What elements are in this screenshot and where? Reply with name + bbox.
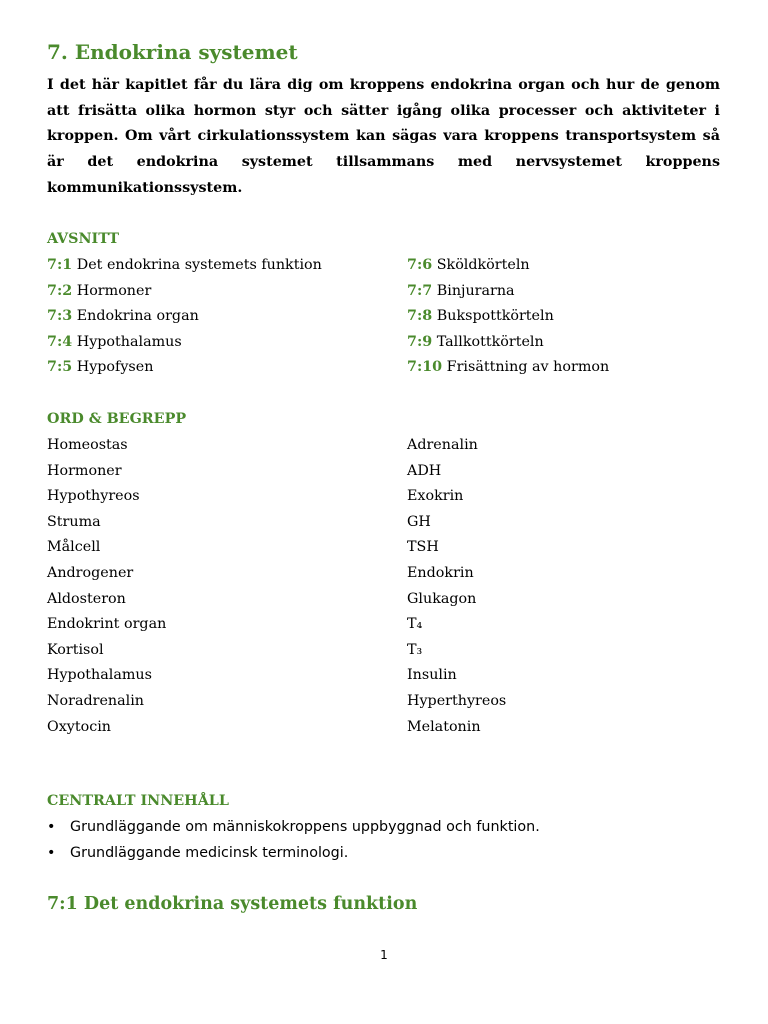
section-item: [407, 355, 609, 381]
term-item: Noradrenalin: [47, 692, 145, 709]
term-item: Adrenalin: [407, 437, 478, 453]
sections-list-left: [47, 253, 322, 381]
section-label: Binjurarna: [436, 282, 515, 299]
section-number: 7:6: [407, 257, 433, 273]
page-number: 1: [380, 948, 388, 962]
list-item: [47, 815, 540, 841]
section-item: [407, 253, 609, 279]
terms-heading: ORD & BEGREPP: [47, 411, 187, 427]
section-label: Sköldkörteln: [436, 257, 530, 273]
section-item: [47, 355, 322, 381]
term-item: GH: [407, 513, 431, 530]
list-item: [47, 841, 540, 867]
term-item: Hyperthyreos: [407, 692, 507, 709]
term-item: Homeostas: [47, 437, 128, 453]
term-item: Struma: [47, 513, 101, 530]
central-content-list: [47, 815, 540, 866]
term-item: Glukagon: [407, 590, 477, 607]
chapter-title: 7. Endokrina systemet: [47, 40, 298, 64]
section-item: [47, 279, 322, 305]
section-label: Hormoner: [76, 282, 152, 299]
term-item: Androgener: [47, 564, 134, 581]
section-number: 7:5: [47, 359, 73, 376]
sections-heading: AVSNITT: [47, 231, 119, 247]
section-number: 7:3: [47, 308, 73, 325]
list-item-text: Grundläggande medicinsk terminologi.: [70, 844, 349, 861]
bullet-icon: •: [47, 819, 56, 835]
section-label: Hypofysen: [76, 359, 154, 376]
section-item: [407, 304, 609, 330]
term-item: Endokrin: [407, 564, 474, 581]
section-label: Det endokrina systemets funktion: [76, 257, 322, 273]
section-label: Endokrina organ: [76, 308, 199, 325]
term-item: ADH: [407, 462, 442, 479]
term-item: T₃: [407, 641, 423, 658]
section-number: 7:9: [407, 333, 433, 350]
section-number: 7:7: [407, 282, 433, 299]
section-label: Hypothalamus: [76, 333, 182, 350]
term-item: Aldosteron: [47, 590, 126, 607]
section-item: [407, 330, 609, 356]
section-heading: 7:1 Det endokrina systemets funktion: [47, 894, 418, 914]
term-item: Melatonin: [407, 718, 481, 735]
section-item: [47, 330, 322, 356]
section-label: Tallkottkörteln: [436, 333, 544, 350]
term-item: Hypothyreos: [47, 488, 140, 505]
section-label: Bukspottkörteln: [436, 308, 554, 325]
terms-list-right: [407, 433, 506, 740]
term-item: Kortisol: [47, 641, 104, 658]
section-number: 7:2: [47, 282, 73, 299]
term-item: Hypothalamus: [47, 667, 152, 684]
term-item: Insulin: [407, 667, 457, 684]
section-label: Frisättning av hormon: [446, 359, 610, 376]
section-number: 7:1: [47, 257, 73, 273]
term-item: Exokrin: [407, 488, 464, 505]
central-content-heading: CENTRALT INNEHÅLL: [47, 793, 229, 809]
section-item: [407, 279, 609, 305]
list-item-text: Grundläggande om människokroppens uppbyggnad och funktion.: [70, 819, 540, 835]
term-item: TSH: [407, 539, 439, 556]
term-item: Målcell: [47, 539, 101, 556]
section-number: 7:10: [407, 359, 443, 376]
term-item: Oxytocin: [47, 718, 112, 735]
section-number: 7:4: [47, 333, 73, 350]
term-item: Endokrint organ: [47, 616, 167, 633]
sections-list-right: [407, 253, 609, 381]
chapter-intro: I det här kapitlet får du lära dig om kroppens endokrina organ och hur de genom att frisätta olika hormon styr och sätter igång olika processer och aktiviteter i kroppen. Om vårt cirkulationssystem kan sägas vara kroppens transportsystem så är det endokrina systemet tillsammans med nervsystemet kroppens kommunikationssystem.: [47, 77, 720, 196]
section-item: [47, 304, 322, 330]
section-number: 7:8: [407, 308, 433, 325]
section-item: [47, 253, 322, 279]
terms-list-left: [47, 433, 166, 740]
bullet-icon: •: [47, 844, 56, 861]
term-item: T₄: [407, 616, 423, 633]
term-item: Hormoner: [47, 462, 122, 479]
